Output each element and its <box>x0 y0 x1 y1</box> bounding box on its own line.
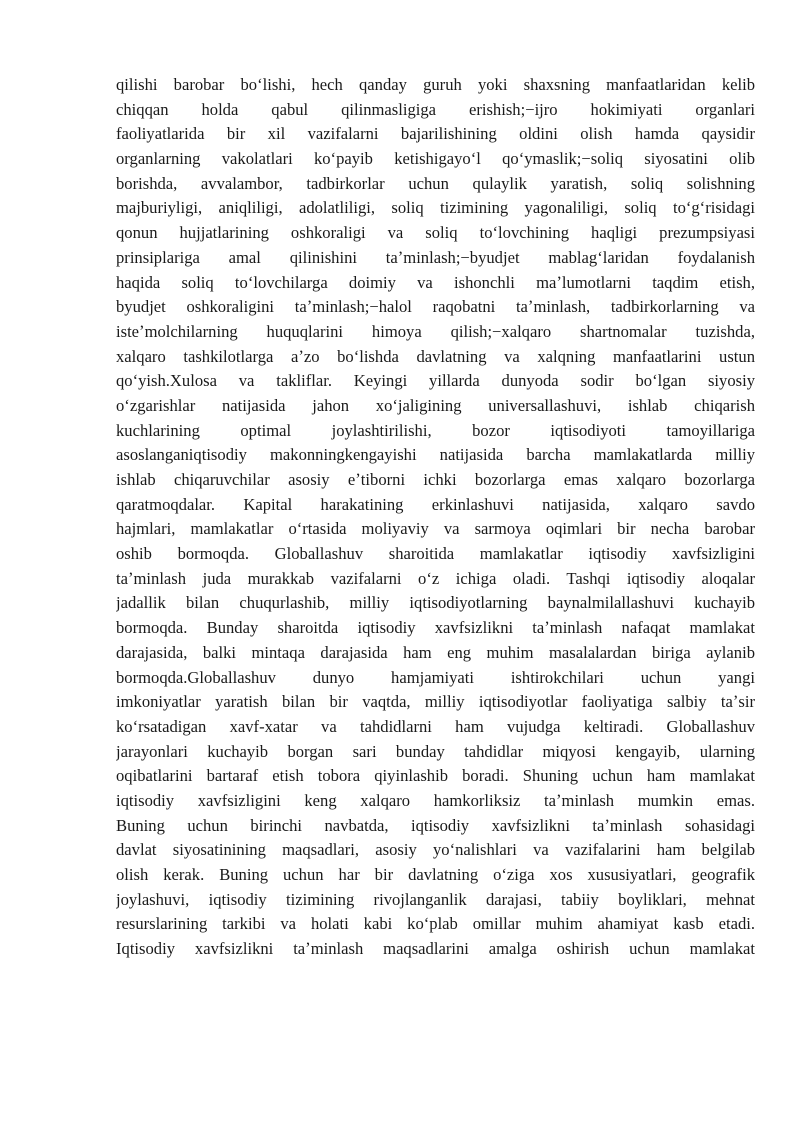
text-line: jarayonlari kuchayib borgan sari bunday tahdidlar miqyosi kengayib, ularning <box>116 741 755 761</box>
text-line: qonun hujjatlarining oshkoraligi va soliq toʻlovchining haqligi prezumpsiyasi <box>116 223 755 243</box>
text-line: kuchlarining optimal joylashtirilishi, bozor iqtisodiyoti tamoyillariga <box>116 420 755 440</box>
text-line: Iqtisodiy xavfsizlikni taʼminlash maqsadlarini amalga oshirish uchun mamlakat <box>116 939 755 959</box>
text-line: iqtisodiy xavfsizligini keng xalqaro hamkorliksiz taʼminlash mumkin emas. <box>116 790 755 810</box>
text-line: borishda, avvalambor, tadbirkorlar uchun qulaylik yaratish, soliq solishning <box>116 173 755 193</box>
text-line: Buning uchun birinchi navbatda, iqtisodiy xavfsizlikni taʼminlash sohasidagi <box>116 815 755 835</box>
text-line: chiqqan holda qabul qilinmasligiga erishish;−ijro hokimiyati organlari <box>116 99 755 119</box>
text-line: taʼminlash juda murakkab vazifalarni oʻz ichiga oladi. Tashqi iqtisodiy aloqalar <box>116 568 755 588</box>
text-line: resurslarining tarkibi va holati kabi koʻplab omillar muhim ahamiyat kasb etadi. <box>116 914 755 934</box>
text-line: jadallik bilan chuqurlashib, milliy iqtisodiyotlarning baynalmilallashuvi kuchayib <box>116 593 755 613</box>
text-line: imkoniyatlar yaratish bilan bir vaqtda, milliy iqtisodiyotlar faoliyatiga salbiy taʼsir <box>116 692 755 712</box>
text-line: xalqaro tashkilotlarga aʼzo boʻlishda davlatning va xalqning manfaatlarini ustun <box>116 346 755 366</box>
text-line: joylashuvi, iqtisodiy tizimining rivojlanganlik darajasi, tabiiy boyliklari, mehnat <box>116 889 755 909</box>
text-line: bormoqda.Globallashuv dunyo hamjamiyati ishtirokchilari uchun yangi <box>116 667 755 687</box>
text-line: oqibatlarini bartaraf etish tobora qiyinlashib boradi. Shuning uchun ham mamlakat <box>116 766 755 786</box>
text-line: faoliyatlarida bir xil vazifalarni bajarilishining oldini olish hamda qaysidir <box>116 124 755 144</box>
text-line: haqida soliq toʻlovchilarga doimiy va ishonchli maʼlumotlarni taqdim etish, <box>116 272 755 292</box>
text-line: qoʻyish.Xulosa va takliflar. Keyingi yillarda dunyoda sodir boʻlgan siyosiy <box>116 371 755 391</box>
text-line: prinsiplariga amal qilinishini taʼminlash;−byudjet mablagʻlaridan foydalanish <box>116 247 755 267</box>
text-line: organlarning vakolatlari koʻpayib ketishigayoʻl qoʻymaslik;−soliq siyosatini olib <box>116 149 755 169</box>
body-text <box>116 73 755 962</box>
text-line: olish kerak. Buning uchun har bir davlatning oʻziga xos xususiyatlari, geografik <box>116 865 755 884</box>
text-line: koʻrsatadigan xavf-xatar va tahdidlarni ham vujudga keltiradi. Globallashuv <box>116 716 755 736</box>
text-line: bormoqda. Bunday sharoitda iqtisodiy xavfsizlikni taʼminlash nafaqat mamlakat <box>116 618 755 638</box>
text-line: darajasida, balki mintaqa darajasida ham eng muhim masalalardan biriga aylanib <box>116 642 755 662</box>
text-line: oʻzgarishlar natijasida jahon xoʻjaligining universallashuvi, ishlab chiqarish <box>116 395 755 415</box>
text-line: byudjet oshkoraligini taʼminlash;−halol raqobatni taʼminlash, tadbirkorlarning va <box>116 297 755 317</box>
text-line: majburiyligi, aniqliligi, adolatliligi, soliq tizimining yagonaliligi, soliq toʻgʻrisidagi <box>116 198 755 218</box>
text-line: hajmlari, mamlakatlar oʻrtasida moliyaviy va sarmoya oqimlari bir necha barobar <box>116 519 755 539</box>
text-line: asoslanganiqtisodiy makonningkengayishi natijasida barcha mamlakatlarda milliy <box>116 445 755 465</box>
text-line: ishlab chiqaruvchilar asosiy eʼtiborni ichki bozorlarga emas xalqaro bozorlarga <box>116 470 755 489</box>
text-line: oshib bormoqda. Globallashuv sharoitida mamlakatlar iqtisodiy xavfsizligini <box>116 544 755 564</box>
text-line: isteʼmolchilarning huquqlarini himoya qilish;−xalqaro shartnomalar tuzishda, <box>116 321 755 341</box>
text-line: davlat siyosatinining maqsadlari, asosiy yoʻnalishlari va vazifalarini ham belgilab <box>116 840 755 860</box>
text-line: qaratmoqdalar. Kapital harakatining erkinlashuvi natijasida, xalqaro savdo <box>116 494 755 514</box>
text-line: qilishi barobar boʻlishi, hech qanday guruh yoki shaxsning manfaatlaridan kelib <box>116 75 755 94</box>
